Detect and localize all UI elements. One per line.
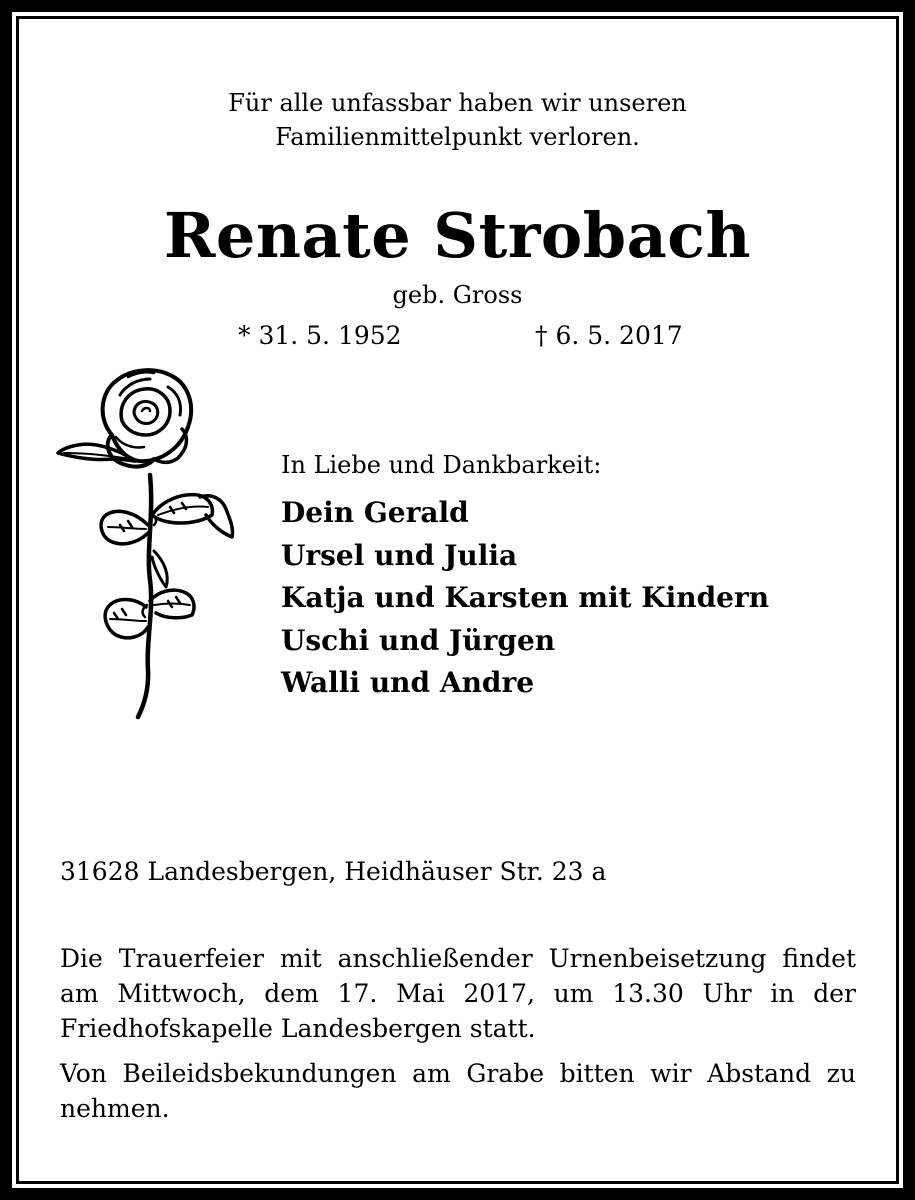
mourner-name: Dein Gerald <box>281 496 469 529</box>
mourner-list <box>281 492 769 705</box>
mourner-name: Walli und Andre <box>281 666 535 699</box>
mourner-name: Katja und Karsten mit Kindern <box>281 581 770 614</box>
maiden-name: geb. Gross <box>392 281 523 309</box>
condolence-notice: Von Beileidsbekundungen am Grabe bitten wir Abstand zu nehmen. <box>60 1059 856 1123</box>
funeral-notice: Die Trauerfeier mit anschließender Urnenbeisetzung findet am Mittwoch, dem 17. Mai 2017, um 13.30 Uhr in der Friedhofskapelle Landesbergen statt. <box>60 944 856 1043</box>
birth-date: * 31. 5. 1952 <box>238 321 402 350</box>
thanks-heading: In Liebe und Dankbarkeit: <box>281 451 602 479</box>
address: 31628 Landesbergen, Heidhäuser Str. 23 a <box>60 857 607 886</box>
rose-icon <box>50 365 250 725</box>
deceased-name: Renate Strobach <box>163 199 752 272</box>
mourner-name: Uschi und Jürgen <box>281 623 556 657</box>
intro-line-1: Für alle unfassbar haben wir unseren <box>228 89 687 117</box>
intro-text <box>0 86 915 154</box>
intro-line-2: Familienmittelpunkt verloren. <box>275 123 640 151</box>
mourner-name: Ursel und Julia <box>281 538 518 572</box>
death-date: † 6. 5. 2017 <box>535 321 683 350</box>
